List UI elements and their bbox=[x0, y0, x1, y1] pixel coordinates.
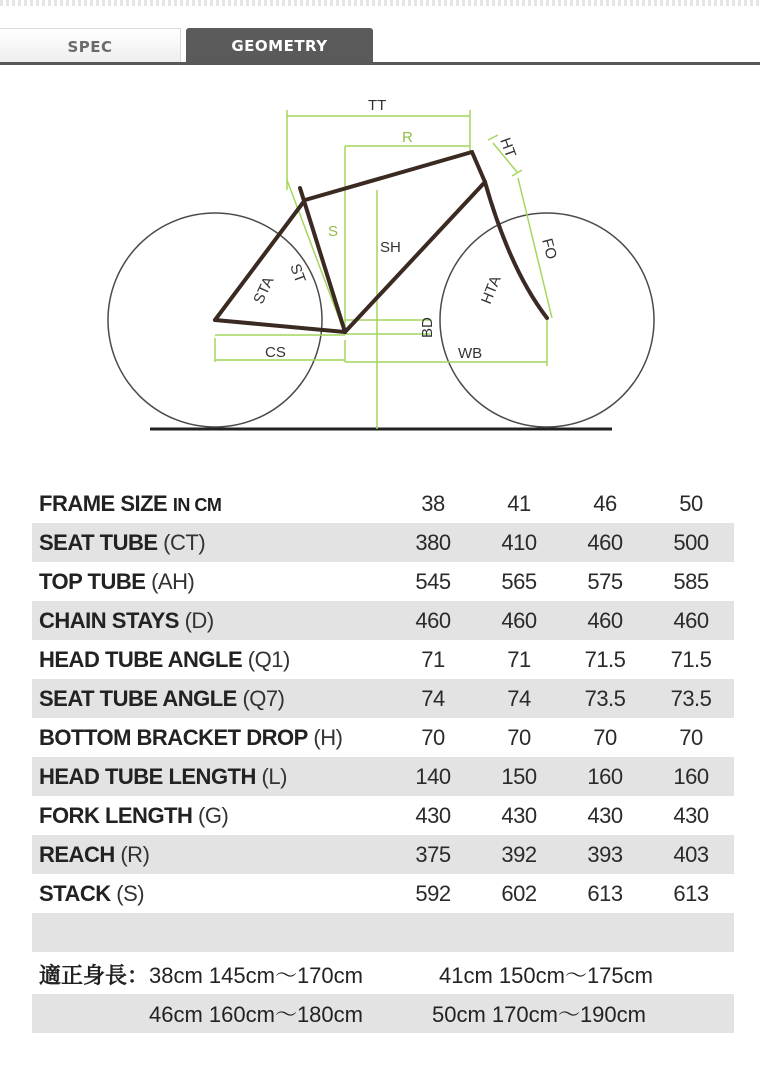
row-value: 430 bbox=[415, 802, 451, 828]
label-r: R bbox=[402, 129, 413, 146]
label-hta: HTA bbox=[477, 273, 505, 307]
frame-size-unit: IN CM bbox=[172, 494, 222, 515]
label-sta: STA bbox=[250, 274, 278, 307]
row-value: 430 bbox=[501, 802, 537, 828]
row-value: 460 bbox=[587, 529, 623, 555]
row-value: 71.5 bbox=[670, 646, 712, 672]
row-value: 545 bbox=[415, 568, 451, 594]
table-row bbox=[32, 679, 734, 718]
row-value: 392 bbox=[501, 841, 537, 867]
row-abbr: (G) bbox=[198, 802, 229, 828]
row-value: 430 bbox=[587, 802, 623, 828]
table-row bbox=[32, 796, 734, 835]
row-value: 71.5 bbox=[584, 646, 626, 672]
row-value: 375 bbox=[415, 841, 451, 867]
size-46: 46 bbox=[593, 490, 617, 516]
label-tt: TT bbox=[368, 97, 387, 114]
row-abbr: (R) bbox=[120, 841, 150, 867]
size-41: 41 bbox=[507, 490, 531, 516]
tab-spec[interactable]: SPEC bbox=[0, 28, 181, 63]
row-abbr: (AH) bbox=[151, 568, 195, 594]
row-value: 70 bbox=[679, 724, 703, 750]
label-sh: SH bbox=[380, 239, 401, 256]
table-row bbox=[32, 835, 734, 874]
row-value: 150 bbox=[501, 763, 537, 789]
row-value: 70 bbox=[421, 724, 445, 750]
row-name: FORK LENGTH bbox=[39, 802, 193, 828]
table-row bbox=[32, 640, 734, 679]
row-value: 73.5 bbox=[670, 685, 712, 711]
row-value: 140 bbox=[415, 763, 451, 789]
row-abbr: (S) bbox=[116, 880, 145, 906]
row-value: 74 bbox=[507, 685, 531, 711]
row-value: 430 bbox=[673, 802, 709, 828]
fit-38: 38cm 145cm〜170cm bbox=[149, 963, 363, 988]
row-value: 585 bbox=[673, 568, 709, 594]
row-name: REACH bbox=[39, 841, 115, 867]
top-border-strip bbox=[0, 0, 760, 6]
row-value: 70 bbox=[593, 724, 617, 750]
row-name: SEAT TUBE ANGLE bbox=[39, 685, 237, 711]
fit-line-2 bbox=[32, 994, 734, 1033]
row-name: SEAT TUBE bbox=[39, 529, 158, 555]
table-row bbox=[32, 874, 734, 913]
fit-50: 50cm 170cm〜190cm bbox=[432, 1002, 646, 1027]
row-value: 575 bbox=[587, 568, 623, 594]
row-name: STACK bbox=[39, 880, 111, 906]
table-row bbox=[32, 718, 734, 757]
frame-size-label: FRAME SIZE bbox=[39, 490, 168, 516]
table-row bbox=[32, 757, 734, 796]
row-abbr: (Q1) bbox=[247, 646, 290, 672]
row-value: 460 bbox=[501, 607, 537, 633]
row-value: 71 bbox=[421, 646, 445, 672]
label-bd: BD bbox=[419, 317, 436, 338]
table-blank-row bbox=[32, 913, 734, 952]
row-abbr: (Q7) bbox=[242, 685, 285, 711]
row-value: 73.5 bbox=[584, 685, 626, 711]
label-ht: HT bbox=[496, 135, 520, 161]
label-s: S bbox=[328, 223, 339, 240]
row-value: 613 bbox=[587, 880, 623, 906]
row-value: 460 bbox=[587, 607, 623, 633]
row-value: 70 bbox=[507, 724, 531, 750]
size-50: 50 bbox=[679, 490, 703, 516]
tab-underline bbox=[0, 62, 760, 65]
row-value: 380 bbox=[415, 529, 451, 555]
geometry-table bbox=[32, 484, 734, 952]
table-header-row bbox=[32, 484, 734, 523]
table-row bbox=[32, 601, 734, 640]
guide-lines bbox=[215, 110, 552, 429]
geometry-diagram bbox=[0, 70, 760, 450]
size-38: 38 bbox=[421, 490, 445, 516]
row-value: 460 bbox=[415, 607, 451, 633]
row-name: HEAD TUBE ANGLE bbox=[39, 646, 243, 672]
table-row bbox=[32, 562, 734, 601]
row-value: 403 bbox=[673, 841, 709, 867]
row-value: 500 bbox=[673, 529, 709, 555]
label-wb: WB bbox=[458, 345, 483, 362]
row-value: 160 bbox=[587, 763, 623, 789]
label-cs: CS bbox=[265, 344, 286, 361]
row-value: 393 bbox=[587, 841, 623, 867]
tab-geometry[interactable]: GEOMETRY bbox=[186, 28, 373, 62]
row-name: CHAIN STAYS bbox=[39, 607, 179, 633]
row-name: HEAD TUBE LENGTH bbox=[39, 763, 256, 789]
row-value: 460 bbox=[673, 607, 709, 633]
fit-41: 41cm 150cm〜175cm bbox=[439, 963, 653, 988]
label-fo: FO bbox=[538, 236, 560, 262]
row-abbr: (H) bbox=[313, 724, 343, 750]
row-name: TOP TUBE bbox=[39, 568, 146, 594]
fit-line-1 bbox=[32, 955, 734, 994]
row-name: BOTTOM BRACKET DROP bbox=[39, 724, 308, 750]
fit-label: 適正身長： bbox=[39, 963, 150, 988]
label-st: ST bbox=[286, 261, 309, 286]
fit-46: 46cm 160cm〜180cm bbox=[149, 1002, 363, 1027]
row-abbr: (D) bbox=[184, 607, 214, 633]
row-abbr: (CT) bbox=[163, 529, 206, 555]
row-value: 565 bbox=[501, 568, 537, 594]
row-abbr: (L) bbox=[261, 763, 287, 789]
row-value: 602 bbox=[501, 880, 537, 906]
row-value: 592 bbox=[415, 880, 451, 906]
row-value: 613 bbox=[673, 880, 709, 906]
fit-section bbox=[32, 955, 734, 1033]
row-value: 160 bbox=[673, 763, 709, 789]
tab-bar bbox=[0, 28, 760, 64]
row-value: 71 bbox=[507, 646, 531, 672]
row-value: 74 bbox=[421, 685, 445, 711]
table-row bbox=[32, 523, 734, 562]
row-value: 410 bbox=[501, 529, 537, 555]
